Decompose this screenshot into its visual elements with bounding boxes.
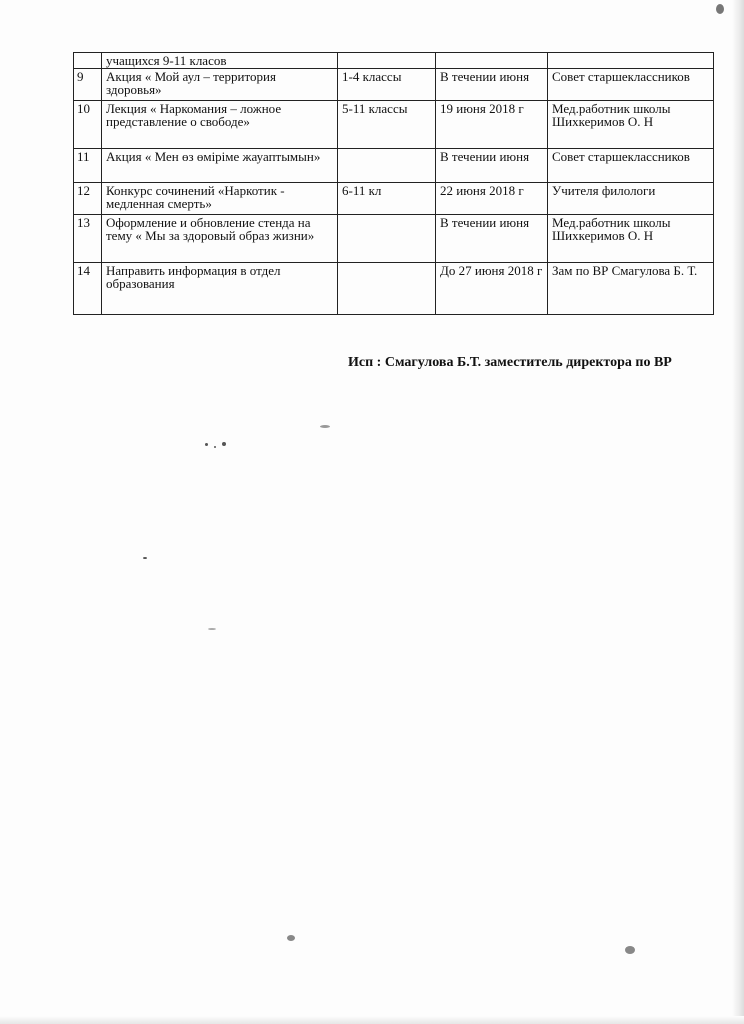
table-row [74, 53, 714, 69]
events-table [73, 52, 714, 315]
scan-speck [143, 557, 147, 559]
row-number: 12 [74, 183, 102, 215]
event-cell: Акция « Мен өз өміріме жауаптымын» [102, 149, 338, 183]
row-number: 11 [74, 149, 102, 183]
audience-cell: 1-4 классы [338, 69, 436, 101]
responsible-cell: Учителя филологи [548, 183, 714, 215]
scan-speck [625, 946, 635, 954]
event-cell: Оформление и обновление стенда на тему « Мы за здоровый образ жизни» [102, 215, 338, 263]
scan-speck [222, 442, 226, 446]
table-row [74, 263, 714, 315]
event-cell: учащихся 9-11 класов [102, 53, 338, 69]
scan-page-edge [732, 0, 744, 1024]
responsible-cell: Зам по ВР Смагулова Б. Т. [548, 263, 714, 315]
date-cell: До 27 июня 2018 г [436, 263, 548, 315]
signature-line: Исп : Смагулова Б.Т. заместитель директора по ВР [348, 355, 672, 370]
responsible-cell: Совет старшеклассников [548, 69, 714, 101]
audience-cell [338, 149, 436, 183]
row-number: 9 [74, 69, 102, 101]
responsible-cell [548, 53, 714, 69]
date-cell: В течении июня [436, 149, 548, 183]
row-number [74, 53, 102, 69]
audience-cell [338, 53, 436, 69]
scan-speck [716, 4, 724, 14]
audience-cell: 6-11 кл [338, 183, 436, 215]
audience-cell: 5-11 классы [338, 101, 436, 149]
scan-speck [214, 446, 216, 448]
responsible-cell: Мед.работник школы Шихкеримов О. Н [548, 215, 714, 263]
date-cell: В течении июня [436, 215, 548, 263]
row-number: 10 [74, 101, 102, 149]
date-cell: В течении июня [436, 69, 548, 101]
scan-bottom-edge [0, 1016, 744, 1024]
responsible-cell: Мед.работник школы Шихкеримов О. Н [548, 101, 714, 149]
event-cell: Направить информация в отдел образования [102, 263, 338, 315]
scan-speck [205, 443, 208, 446]
audience-cell [338, 263, 436, 315]
table-row [74, 101, 714, 149]
row-number: 13 [74, 215, 102, 263]
event-cell: Акция « Мой аул – территория здоровья» [102, 69, 338, 101]
scan-speck [320, 425, 330, 428]
event-cell: Лекция « Наркомания – ложное представление о свободе» [102, 101, 338, 149]
table-row [74, 183, 714, 215]
row-number: 14 [74, 263, 102, 315]
audience-cell [338, 215, 436, 263]
event-cell: Конкурс сочинений «Наркотик - медленная смерть» [102, 183, 338, 215]
table-row [74, 69, 714, 101]
date-cell: 22 июня 2018 г [436, 183, 548, 215]
date-cell [436, 53, 548, 69]
table-row [74, 215, 714, 263]
date-cell: 19 июня 2018 г [436, 101, 548, 149]
scan-speck [287, 935, 295, 941]
table-row [74, 149, 714, 183]
responsible-cell: Совет старшеклассников [548, 149, 714, 183]
scan-speck [208, 628, 216, 630]
